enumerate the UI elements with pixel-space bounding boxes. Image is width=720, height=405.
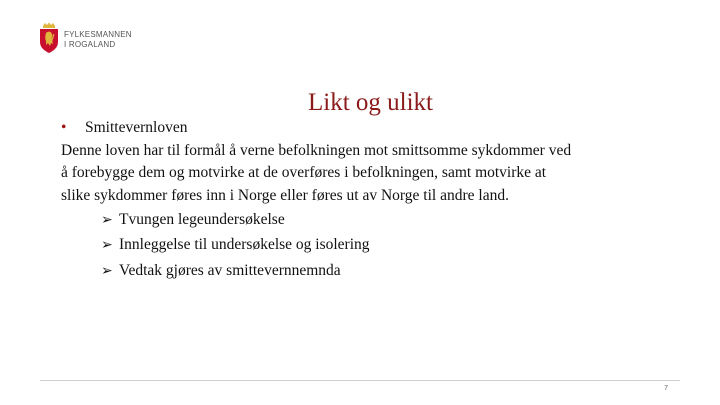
sub-list-item [101,258,681,284]
arrow-bullet-icon: ➢ [101,237,113,253]
arrow-bullet-icon: ➢ [101,262,113,279]
paragraph-line: slike sykdommer føres inn i Norge eller føres ut av Norge til andre land. [61,186,509,204]
logo-text-line2: I ROGALAND [64,40,116,49]
sub-item-text: Innleggelse til undersøkelse og isolering [119,236,370,253]
sub-list-item [101,233,681,259]
logo-text-line1: FYLKESMANNEN [64,30,132,39]
slide-content [61,117,681,284]
paragraph-line: Denne loven har til formål å verne befolkningen mot smittsomme sykdommer ved [61,141,572,159]
page-number: 7 [664,385,668,392]
bullet-item [61,117,681,140]
bullet-item-text: Smittevernloven [85,119,188,136]
sub-item-text: Vedtak gjøres av smittevernnemnda [119,261,341,279]
sub-item-list [61,207,681,284]
slide-title: Likt og ulikt [308,88,433,116]
agency-logo [38,22,132,54]
paragraph-line: å forebygge dem og motvirke at de overføres i befolkningen, samt motvirke at [61,164,547,181]
arrow-bullet-icon: ➢ [101,211,113,228]
footer-divider [40,380,680,381]
sub-item-text: Tvungen legeundersøkelse [119,210,285,228]
bullet-dot-icon: • [61,119,67,136]
logo-text [64,30,132,50]
coat-of-arms-lion-icon [38,22,60,54]
body-paragraph [61,140,681,208]
sub-list-item [101,207,681,233]
